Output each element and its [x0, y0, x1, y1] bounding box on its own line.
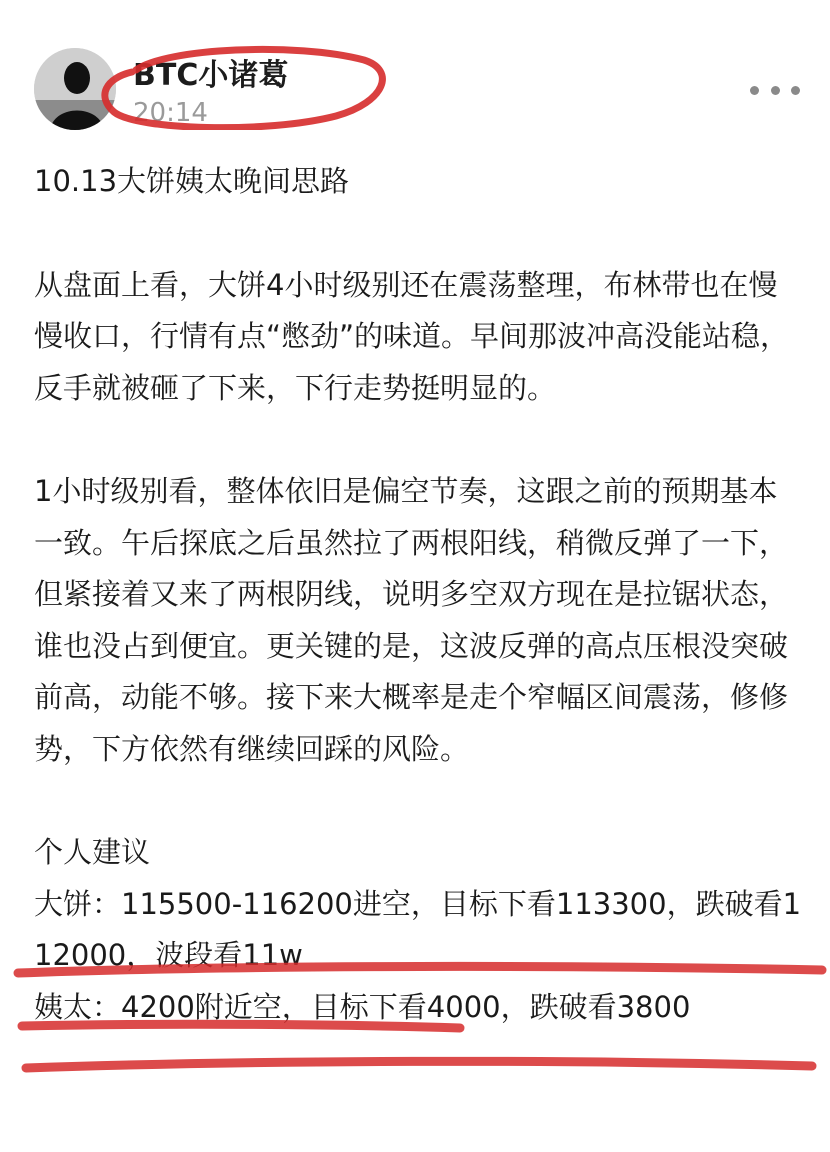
author-name[interactable]: BTC小诸葛 — [133, 58, 289, 93]
more-horizontal-icon — [750, 86, 759, 95]
advice-eth: 姨太：4200附近空，目标下看4000，跌破看3800 — [34, 989, 691, 1024]
person-silhouette-avatar — [34, 48, 116, 130]
more-dot — [791, 86, 800, 95]
paragraph-4h-analysis: 从盘面上看，大饼4小时级别还在震荡整理，布林带也在慢慢收口，行情有点“憋劲”的味道。早间那波冲高没能站稳，反手就被砸了下来，下行走势挺明显的。 — [34, 267, 790, 405]
paragraph-1h-analysis: 1小时级别看，整体依旧是偏空节奏，这跟之前的预期基本一致。午后探底之后虽然拉了两根阳线，稍微反弹了一下，但紧接着又来了两根阴线，说明多空双方现在是拉锯状态，谁也没占到便宜。更关键的是，这波反弹的高点压根没突破前高，动能不够。接下来大概率是走个窄幅区间震荡，修修势，下方依然有继续回踩的风险。 — [34, 474, 789, 766]
author-avatar[interactable] — [34, 48, 116, 130]
post-content — [34, 156, 806, 1033]
advice-heading: 个人建议 — [34, 835, 151, 869]
post-time: 20:14 — [133, 98, 208, 128]
post-header — [0, 0, 830, 150]
advice-btc: 大饼：115500-116200进空，目标下看113300，跌破看112000，波段看11w — [34, 886, 802, 972]
more-dot — [771, 86, 780, 95]
more-options-button[interactable] — [750, 76, 800, 104]
post-title: 10.13大饼姨太晚间思路 — [34, 164, 350, 198]
